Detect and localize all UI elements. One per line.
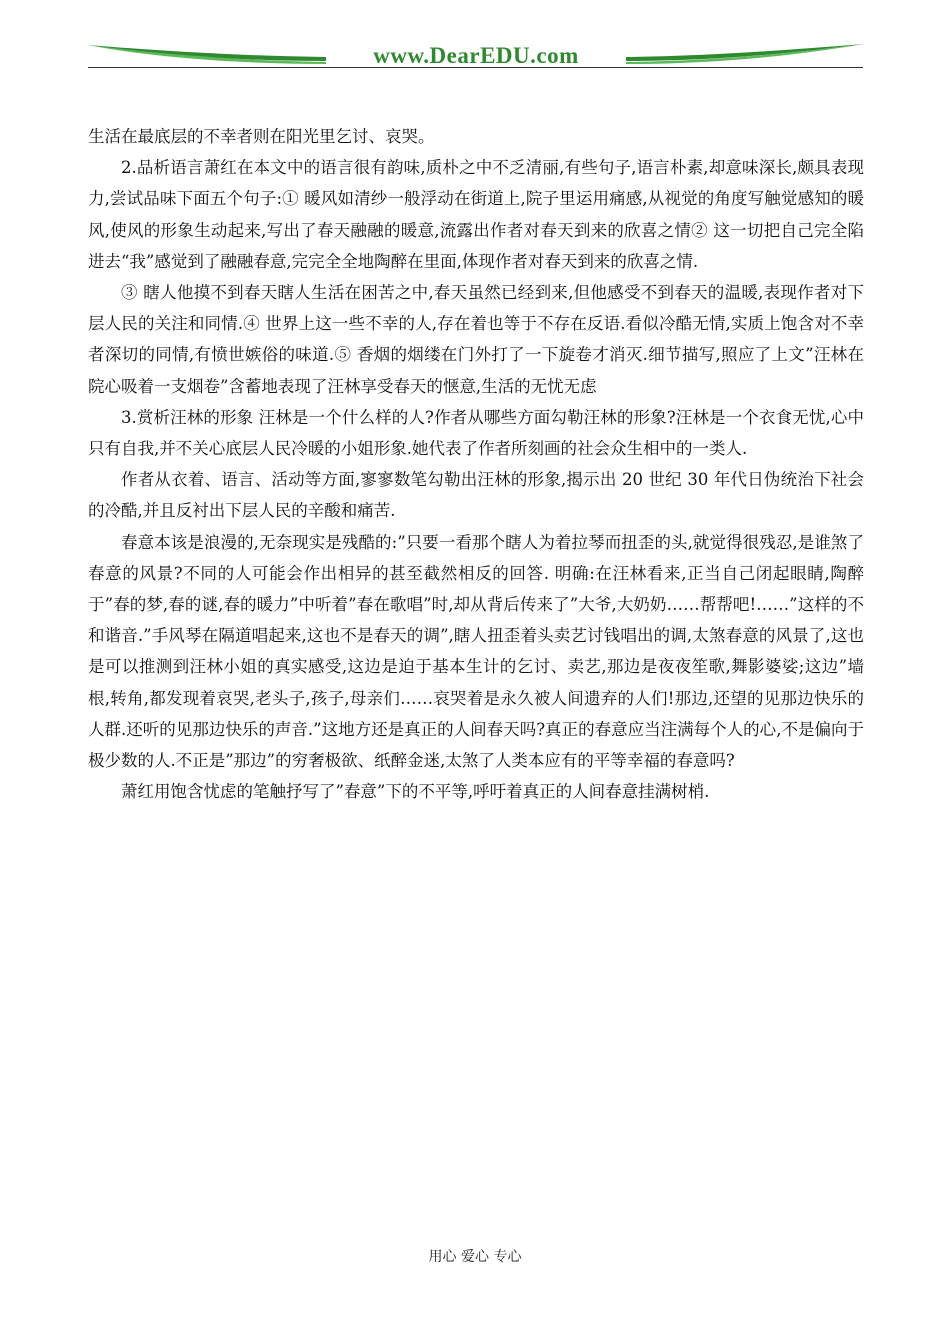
paragraph: 生活在最底层的不幸者则在阳光里乞讨、哀哭。 bbox=[88, 127, 435, 146]
paragraph: 3.赏析汪林的形象 汪林是一个什么样的人?作者从哪些方面勾勒汪林的形象?汪林是一个衣食无忧,心中只有自我,并不关心底层人民冷暖的小姐形象.她代表了作者所刻画的社会众生相中的一类人. bbox=[88, 407, 864, 459]
page-footer: 用心 爱心 专心 bbox=[428, 1249, 522, 1265]
page-header bbox=[88, 40, 864, 70]
header-divider bbox=[88, 67, 863, 68]
paragraph: 作者从衣着、语言、活动等方面,寥寥数笔勾勒出汪林的形象,揭示出 20 世纪 30 年代日伪统治下社会的冷酷,并且反衬出下层人民的辛酸和痛苦. bbox=[88, 470, 864, 521]
paragraph: 2.品析语言萧红在本文中的语言很有韵味,质朴之中不乏清丽,有些句子,语言朴素,却意味深长,颇具表现力,尝试品味下面五个句子:① 暖风如清纱一般浮动在街道上,院子里运用痛感,从视觉的角度写触觉感知的暖风,使风的形象生动起来,写出了春天融融的暖意,流露出作者对春天到来的欣喜之情② 这一切把自己完全陷进去“我”感觉到了融融春意,完完全全地陶醉在里面,体现作者对春天到来的欣喜之情. bbox=[88, 158, 864, 271]
site-logo-text[interactable]: www.DearEDU.com bbox=[373, 43, 579, 68]
paragraph: 春意本该是浪漫的,无奈现实是残酷的:”只要一看那个瞎人为着拉琴而扭歪的头,就觉得很残忍,是谁煞了春意的风景?不同的人可能会作出相异的甚至截然相反的回答. 明确:在汪林看来,正当自己闭起眼睛,陶醉于”春的梦,春的谜,春的暖力”中听着”春在歌唱”时,却从背后传来了”大爷,大奶奶……帮帮吧!……”这样的不和谐音.”手风琴在隔道唱起来,这也不是春天的调”,瞎人扭歪着头卖艺讨钱唱出的调,太煞春意的风景了,这也是可以推测到汪林小姐的真实感受,这边是迫于基本生计的乞讨、卖艺,那边是夜夜笙歌,舞影婆娑;这边”墙根,转角,都发现着哀哭,老头子,孩子,母亲们……哀哭着是永久被人间遗弃的人们!那边,还望的见那边快乐的人群.还听的见那边快乐的声音.”这地方还是真正的人间春天吗?真正的春意应当注满每个人的心,不是偏向于极少数的人.不正是”那边”的穷奢极欲、纸醉金迷,太煞了人类本应有的平等幸福的春意吗? bbox=[88, 532, 864, 771]
document-body bbox=[88, 121, 864, 807]
paragraph: ③ 瞎人他摸不到春天瞎人生活在困苦之中,春天虽然已经到来,但他感受不到春天的温暖,表现作者对下层人民的关注和同情.④ 世界上这一些不幸的人,存在着也等于不存在反语.看似冷酷无情,实质上饱含对不幸者深切的同情,有愤世嫉俗的味道.⑤ 香烟的烟缕在门外打了一下旋卷才消灭.细节描写,照应了上文”汪林在院心吸着一支烟卷”含蓄地表现了汪林享受春天的惬意,生活的无忧无虑 bbox=[88, 283, 864, 396]
paragraph: 萧红用饱含忧虑的笔触抒写了”春意”下的不平等,呼吁着真正的人间春意挂满树梢. bbox=[121, 782, 710, 802]
